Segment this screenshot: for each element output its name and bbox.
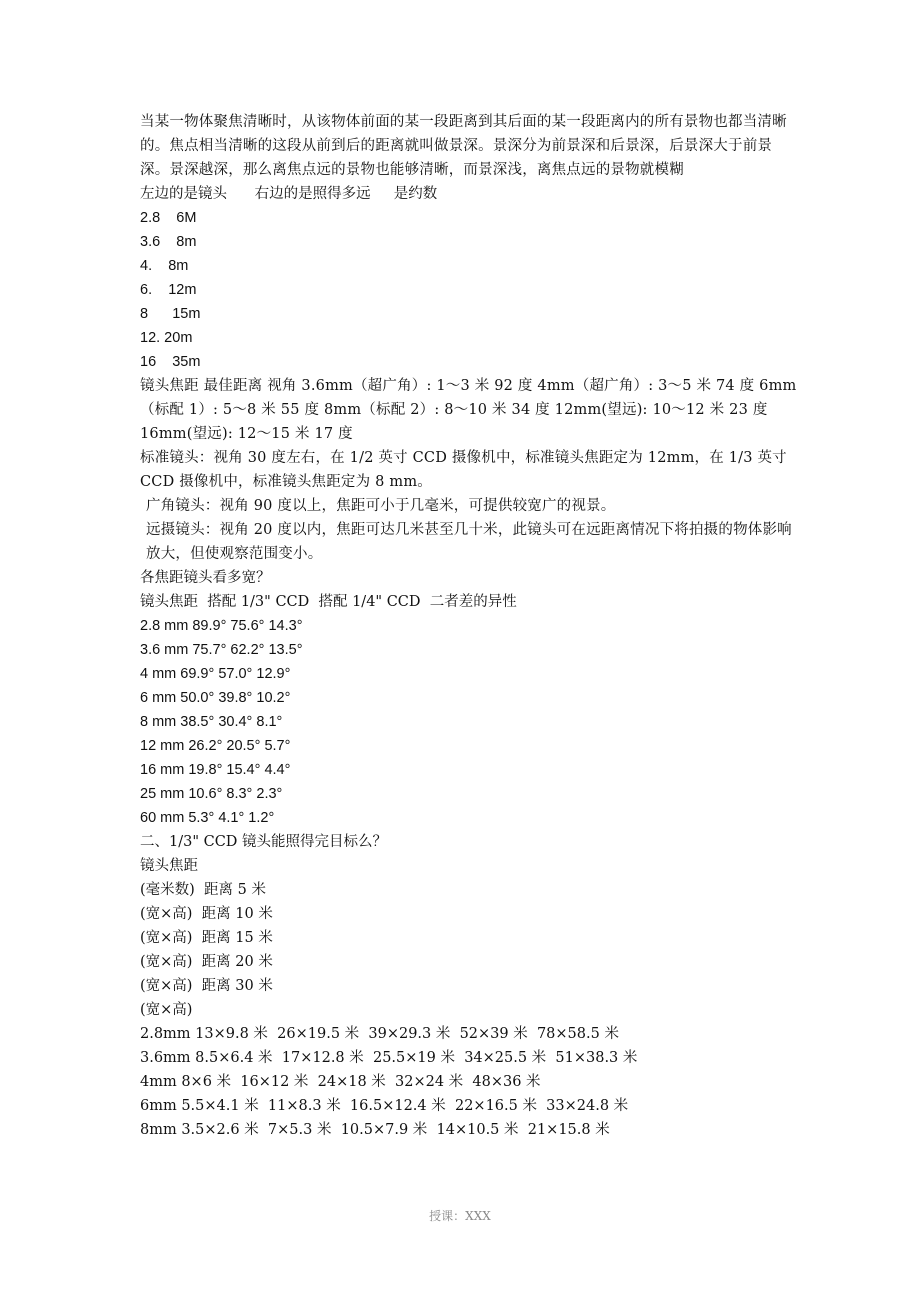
dof-row: 8 15m bbox=[140, 306, 201, 322]
fov-header: 镜头焦距 搭配 1/3" CCD 搭配 1/4" CCD 二者差的异性 bbox=[140, 594, 517, 610]
fov-row: 3.6 mm 75.7° 62.2° 13.5° bbox=[140, 642, 303, 658]
document-body bbox=[140, 110, 800, 1142]
coverage-row: 8mm 3.5×2.6 米 7×5.3 米 10.5×7.9 米 14×10.5 米 21×15.8 米 bbox=[140, 1122, 610, 1138]
coverage-header bbox=[140, 854, 800, 1022]
fov-row: 16 mm 19.8° 15.4° 4.4° bbox=[140, 762, 291, 778]
fov-row: 8 mm 38.5° 30.4° 8.1° bbox=[140, 714, 283, 730]
coverage-header-line: 镜头焦距 bbox=[140, 858, 198, 874]
coverage-header-line: (宽×高) 距离 15 米 bbox=[140, 930, 273, 946]
coverage-header-line: (宽×高) bbox=[140, 1002, 193, 1018]
fov-row: 4 mm 69.9° 57.0° 12.9° bbox=[140, 666, 291, 682]
dof-row: 16 35m bbox=[140, 354, 201, 370]
section-2-title: 二、1/3" CCD 镜头能照得完目标么？ bbox=[140, 834, 388, 850]
coverage-row: 4mm 8×6 米 16×12 米 24×18 米 32×24 米 48×36 米 bbox=[140, 1074, 541, 1090]
fov-row: 12 mm 26.2° 20.5° 5.7° bbox=[140, 738, 291, 754]
intro-paragraph: 当某一物体聚焦清晰时，从该物体前面的某一段距离到其后面的某一段距离内的所有景物也都当清晰的。焦点相当清晰的这段从前到后的距离就叫做景深。景深分为前景深和后景深，后景深大于前景深。景深越深，那么离焦点远的景物也能够清晰，而景深浅，离焦点远的景物就模糊 bbox=[140, 114, 787, 178]
dof-row: 4. 8m bbox=[140, 258, 189, 274]
coverage-list bbox=[140, 1022, 800, 1142]
focal-length-paragraph: 镜头焦距 最佳距离 视角 3.6mm（超广角）: 1～3 米 92 度 4mm（超广角）: 3～5 米 74 度 6mm（标配 1）: 5～8 米 55 度 8mm（标配 2）: 8～10 米 34 度 12mm(望远): 10～12 米 23 度 16mm(望远): 12～15 米 17 度 bbox=[140, 378, 797, 442]
coverage-header-line: (宽×高) 距离 30 米 bbox=[140, 978, 273, 994]
tele-lens-paragraph: 远摄镜头：视角 20 度以内，焦距可达几米甚至几十米，此镜头可在远距离情况下将拍摄的物体影响放大，但使观察范围变小。 bbox=[146, 522, 792, 562]
fov-row: 25 mm 10.6° 8.3° 2.3° bbox=[140, 786, 283, 802]
fov-row: 6 mm 50.0° 39.8° 10.2° bbox=[140, 690, 291, 706]
coverage-header-line: (毫米数) 距离 5 米 bbox=[140, 882, 266, 898]
page-footer: 授课：XXX bbox=[429, 1209, 491, 1223]
fov-list bbox=[140, 614, 800, 830]
dof-row: 6. 12m bbox=[140, 282, 197, 298]
standard-lens-paragraph: 标准镜头：视角 30 度左右，在 1/2 英寸 CCD 摄像机中，标准镜头焦距定为 12mm，在 1/3 英寸 CCD 摄像机中，标准镜头焦距定为 8 mm。 bbox=[140, 450, 787, 490]
fov-row: 2.8 mm 89.9° 75.6° 14.3° bbox=[140, 618, 303, 634]
coverage-header-line: (宽×高) 距离 20 米 bbox=[140, 954, 273, 970]
dof-header: 左边的是镜头 右边的是照得多远 是约数 bbox=[140, 186, 438, 202]
fov-question: 各焦距镜头看多宽？ bbox=[140, 570, 271, 586]
dof-row: 12. 20m bbox=[140, 330, 193, 346]
coverage-row: 6mm 5.5×4.1 米 11×8.3 米 16.5×12.4 米 22×16.5 米 33×24.8 米 bbox=[140, 1098, 629, 1114]
wide-lens-paragraph: 广角镜头：视角 90 度以上，焦距可小于几毫米，可提供较宽广的视景。 bbox=[146, 498, 616, 514]
coverage-row: 2.8mm 13×9.8 米 26×19.5 米 39×29.3 米 52×39 米 78×58.5 米 bbox=[140, 1026, 619, 1042]
dof-list bbox=[140, 206, 800, 374]
dof-row: 3.6 8m bbox=[140, 234, 197, 250]
dof-row: 2.8 6M bbox=[140, 210, 197, 226]
coverage-header-line: (宽×高) 距离 10 米 bbox=[140, 906, 273, 922]
coverage-row: 3.6mm 8.5×6.4 米 17×12.8 米 25.5×19 米 34×25.5 米 51×38.3 米 bbox=[140, 1050, 638, 1066]
fov-row: 60 mm 5.3° 4.1° 1.2° bbox=[140, 810, 275, 826]
